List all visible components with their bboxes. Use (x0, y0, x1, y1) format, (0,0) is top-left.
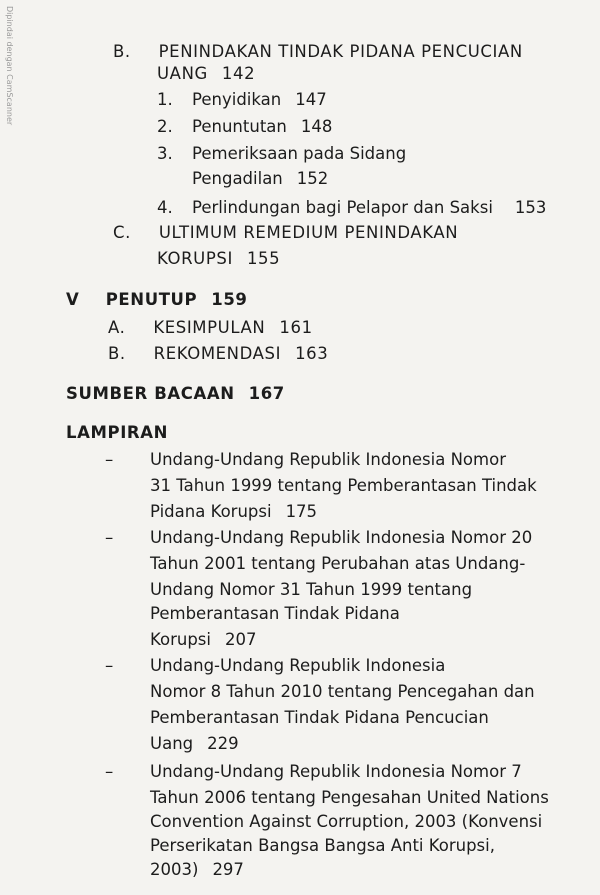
lampiran-3-line1 (150, 656, 445, 676)
text-b2: Penuntutan (192, 117, 287, 136)
lampiran-4-line3 (150, 812, 542, 832)
title-b: PENINDAKAN TINDAK PIDANA PENCUCIAN (158, 42, 523, 61)
title-c-cont: KORUPSI (157, 249, 233, 268)
toc-entry-b3-line2 (192, 169, 328, 189)
toc-entry-b-line1 (113, 42, 523, 62)
toc-entry-va (108, 318, 313, 338)
page-l2: 207 (225, 630, 257, 649)
l2-text-3: Undang Nomor 31 Tahun 1999 tentang (150, 580, 473, 599)
title-lampiran: LAMPIRAN (66, 423, 169, 442)
page-l3: 229 (207, 734, 239, 753)
scanner-watermark: Dipindai dengan CamScanner (5, 6, 14, 126)
lampiran-2-line5 (150, 630, 257, 650)
text-b4: Perlindungan bagi Pelapor dan Saksi (192, 198, 493, 217)
page-l4: 297 (212, 860, 244, 879)
lampiran-1-line2 (150, 476, 537, 496)
toc-entry-b2 (157, 117, 332, 137)
l4-text-4: Perserikatan Bangsa Bangsa Anti Korupsi, (150, 836, 495, 855)
l3-text-3: Pemberantasan Tindak Pidana Pencucian (150, 708, 489, 727)
page-v: 159 (211, 290, 248, 309)
label-b: B. (113, 42, 131, 61)
toc-entry-b-line2 (157, 64, 255, 84)
l1-text-2: 31 Tahun 1999 tentang Pemberantasan Tindak (150, 476, 537, 495)
l4-text-2: Tahun 2006 tentang Pengesahan United Nations (150, 788, 549, 807)
toc-entry-b4 (157, 198, 546, 218)
page-b: 142 (221, 64, 256, 83)
toc-entry-b1 (157, 90, 327, 110)
lampiran-3-dash (105, 656, 113, 676)
lampiran-2-line3 (150, 580, 472, 600)
label-v: V (66, 290, 80, 309)
l3-text-2: Nomor 8 Tahun 2010 tentang Pencegahan dan (150, 682, 535, 701)
num-b3: 3. (157, 144, 173, 163)
l1-text-1: Undang-Undang Republik Indonesia Nomor (150, 450, 506, 469)
toc-entry-c-line2 (157, 249, 280, 269)
lampiran-2-line2 (150, 554, 525, 574)
l2-text-2: Tahun 2001 tentang Perubahan atas Undang- (150, 554, 526, 573)
page-sumber: 167 (248, 384, 285, 403)
title-v: PENUTUP (105, 290, 198, 309)
toc-entry-vb (108, 344, 328, 364)
lampiran-1-dash (105, 450, 113, 470)
l4-text-1: Undang-Undang Republik Indonesia Nomor 7 (150, 762, 522, 781)
toc-sumber-bacaan (66, 384, 285, 404)
page-b3: 152 (296, 169, 329, 188)
num-b4: 4. (157, 198, 173, 217)
dash-1: – (105, 450, 114, 469)
toc-entry-c-line1 (113, 223, 458, 243)
title-va: KESIMPULAN (153, 318, 266, 337)
l4-text-5: 2003) (150, 860, 199, 879)
page-b2: 148 (300, 117, 333, 136)
title-vb: REKOMENDASI (153, 344, 282, 363)
title-b-cont: UANG (157, 64, 208, 83)
num-b2: 2. (157, 117, 173, 136)
page-l1: 175 (285, 502, 318, 521)
lampiran-3-line4 (150, 734, 239, 754)
lampiran-3-line3 (150, 708, 489, 728)
page-vb: 163 (295, 344, 329, 363)
lampiran-1-line3 (150, 502, 317, 522)
l2-text-5: Korupsi (150, 630, 211, 649)
num-b1: 1. (157, 90, 173, 109)
toc-chapter-v (66, 290, 248, 310)
label-va: A. (108, 318, 126, 337)
lampiran-4-line2 (150, 788, 549, 808)
page-c: 155 (246, 249, 281, 268)
l1-text-3: Pidana Korupsi (150, 502, 272, 521)
label-c: C. (113, 223, 131, 242)
dash-4: – (105, 762, 114, 781)
page-b4: 153 (514, 198, 547, 217)
lampiran-3-line2 (150, 682, 535, 702)
label-vb: B. (108, 344, 126, 363)
lampiran-4-line4 (150, 836, 495, 856)
dash-2: – (105, 528, 114, 547)
l2-text-1: Undang-Undang Republik Indonesia Nomor 20 (150, 528, 533, 547)
dash-3: – (105, 656, 114, 675)
text-b1: Penyidikan (192, 90, 282, 109)
text-b3-cont: Pengadilan (192, 169, 283, 188)
title-sumber: SUMBER BACAAN (66, 384, 235, 403)
page-b1: 147 (295, 90, 327, 109)
l3-text-4: Uang (150, 734, 194, 753)
lampiran-2-dash (105, 528, 113, 548)
lampiran-2-line4 (150, 604, 400, 624)
title-c: ULTIMUM REMEDIUM PENINDAKAN (158, 223, 459, 242)
l4-text-3: Convention Against Corruption, 2003 (Konvensi (150, 812, 543, 831)
text-b3: Pemeriksaan pada Sidang (192, 144, 407, 163)
l3-text-1: Undang-Undang Republik Indonesia (150, 656, 446, 675)
lampiran-1-line1 (150, 450, 506, 470)
lampiran-4-dash (105, 762, 113, 782)
lampiran-4-line1 (150, 762, 522, 782)
toc-entry-b3-line1 (157, 144, 406, 164)
page-va: 161 (279, 318, 313, 337)
lampiran-4-line5 (150, 860, 244, 880)
toc-lampiran (66, 423, 168, 443)
lampiran-2-line1 (150, 528, 532, 548)
l2-text-4: Pemberantasan Tindak Pidana (150, 604, 400, 623)
